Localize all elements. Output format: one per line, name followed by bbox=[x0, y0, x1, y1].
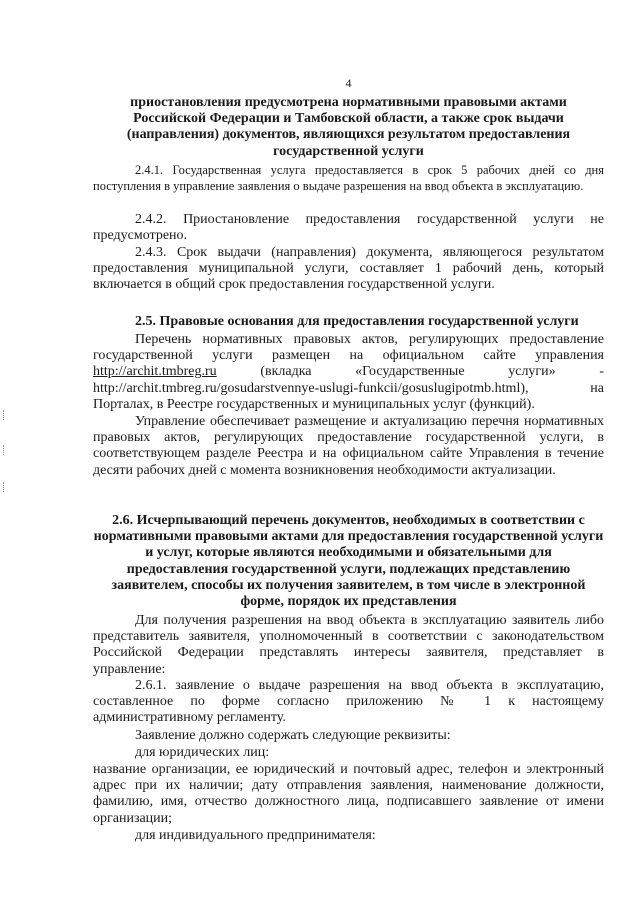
page-number: 4 bbox=[345, 76, 352, 90]
scan-edge-mark bbox=[3, 410, 6, 420]
paragraph-legal-entities: название организации, ее юридический и почтовый адрес, телефон и электронный адрес при их наличии; дату отправления заявления, наименование должности, фамилию, имя, отчество должностного лица, подписавшего заявление от имени организации; bbox=[93, 762, 604, 826]
heading-continuation: приостановления предусмотрена нормативными правовыми актами Российской Федерации и Тамбовской области, а также срок выдачи (направления) документов, являющихся результатом предоставления государственной услуги bbox=[126, 95, 571, 159]
section-2-6-title: 2.6. Исчерпывающий перечень документов, необходимых в соответствии с нормативными правовыми актами для предоставления государственной услуги и услуг, которые являются необходимыми и обязательными для предоставления государственной услуги, подлежащих представлению заявителем, способы их получения заявителем, в том числе в электронной форме, порядок их представления bbox=[93, 513, 604, 610]
label-individual-entrepreneur: для индивидуального предпринимателя: bbox=[135, 828, 376, 843]
paragraph-2-6-1: 2.6.1. заявление о выдаче разрешения на ввод объекта в эксплуатацию, составленное по форме согласно приложению № 1 к настоящему административному регламенту. bbox=[93, 678, 604, 726]
paragraph-2-4-2: 2.4.2. Приостановление предоставления государственной услуги не предусмотрено. bbox=[93, 212, 604, 244]
requisites-intro: Заявление должно содержать следующие реквизиты: bbox=[135, 728, 451, 743]
paragraph-2-4-3: 2.4.3. Срок выдачи (направления) документа, являющегося результатом предоставления муниципальной услуги, составляет 1 рабочий день, который включается в общий срок предоставления государственной услуги. bbox=[93, 245, 604, 293]
section-2-5-paragraph-2: Управление обеспечивает размещение и актуализацию перечня нормативных правовых актов, регулирующих предоставление государственной услуги, в соответствующем разделе Реестра и на официальном сайте Управления в течение десяти рабочих дней с момента возникновения необходимости актуализации. bbox=[93, 414, 604, 478]
scan-edge-mark bbox=[3, 482, 6, 492]
paragraph-2-4-1: 2.4.1. Государственная услуга предоставляется в срок 5 рабочих дней со дня поступления в управление заявления о выдаче разрешения на ввод объекта в эксплуатацию. bbox=[93, 163, 604, 194]
section-2-5-title: 2.5. Правовые основания для предоставления государственной услуги bbox=[135, 314, 579, 329]
section-2-5-paragraph-1 bbox=[93, 332, 604, 413]
paragraph-text: (вкладка «Государственные услуги» - http://archit.tmbreg.ru/gosudarstvennye-uslugi-funkcii/gosuslugipotmb.html), на Порталах, в Реестре государственных и муниципальных услуг (функций). bbox=[93, 364, 604, 412]
section-2-6-paragraph-1: Для получения разрешения на ввод объекта в эксплуатацию заявитель либо представитель заявителя, уполномоченный в соответствии с законодательством Российской Федерации представлять интересы заявителя, представляет в управление: bbox=[93, 613, 604, 677]
paragraph-text: Перечень нормативных правовых актов, регулирующих предоставление государственной услуги размещен на официальном сайте управления bbox=[93, 332, 604, 364]
label-legal-entities: для юридических лиц: bbox=[135, 745, 270, 760]
scan-edge-mark bbox=[3, 445, 6, 455]
site-link[interactable]: http://archit.tmbreg.ru bbox=[93, 364, 217, 380]
